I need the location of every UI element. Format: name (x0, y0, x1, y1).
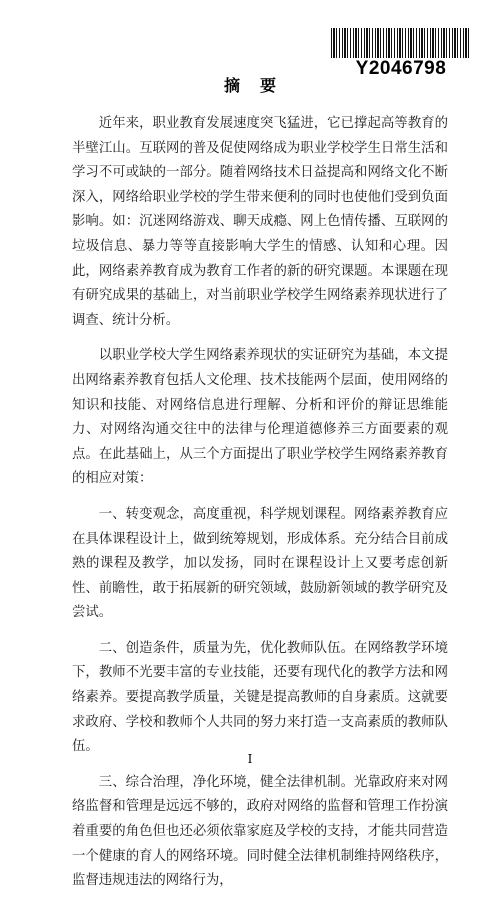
page-number: I (247, 752, 253, 766)
barcode-id: Y2046798 (355, 58, 447, 79)
abstract-title: 摘要 (223, 76, 296, 95)
paragraph: 近年来，职业教育发展速度突飞猛进，它已撑起高等教育的半壁江山。互联网的普及促使网络成为职业学校学生日常生活和学习不可或缺的一部分。随着网络技术日益提高和网络文化不断深入，网络给职业学校的学生带来便利的同时也使他们受到负面影响。如：沉迷网络游戏、聊天成瘾、网上色情传播、互联网的垃圾信息、暴力等等直接影响大学生的情感、认知和心理。因此，网络素养教育成为教育工作者的新的研究课题。本课题在现有研究成果的基础上，对当前职业学校学生网络素养现状进行了调查、统计分析。 (72, 116, 448, 328)
paragraph: 以职业学校大学生网络素养现状的实证研究为基础，本文提出网络素养教育包括人文伦理、技术技能两个层面，使用网络的知识和技能、对网络信息进行理解、分析和评价的辩证思维能力、对网络沟通交往中的法律与伦理道德修养三方面要素的观点。在此基础上，从三个方面提出了职业学校学生网络素养教育的相应对策： (72, 348, 448, 487)
abstract-body (72, 112, 448, 905)
paragraph: 一、转变观念，高度重视，科学规划课程。网络素养教育应在具体课程设计上，做到统筹规划，形成体系。充分结合目前成熟的课程及教学，加以发扬，同时在课程设计上又要考虑创新性、前瞻性，敢于拓展新的研究领域，鼓励新领域的教学研究及尝试。 (72, 506, 448, 621)
barcode-image (331, 28, 471, 58)
paragraph: 二、创造条件，质量为先，优化教师队伍。在网络教学环境下，教师不光要丰富的专业技能，还要有现代化的教学方法和网络素养。要提高教学质量，关键是提高教师的自身素质。这就要求政府、学校和教师个人共同的努力来打造一支高素质的教师队伍。 (72, 640, 448, 755)
paragraph: 三、综合治理，净化环境，健全法律机制。光靠政府来对网络监督和管理是远远不够的，政府对网络的监督和管理工作扮演着重要的角色但也还必须依靠家庭及学校的支持，才能共同营造一个健康的育人的网络环境。同时健全法律机制维持网络秩序，监督违规违法的网络行为， (72, 774, 448, 889)
